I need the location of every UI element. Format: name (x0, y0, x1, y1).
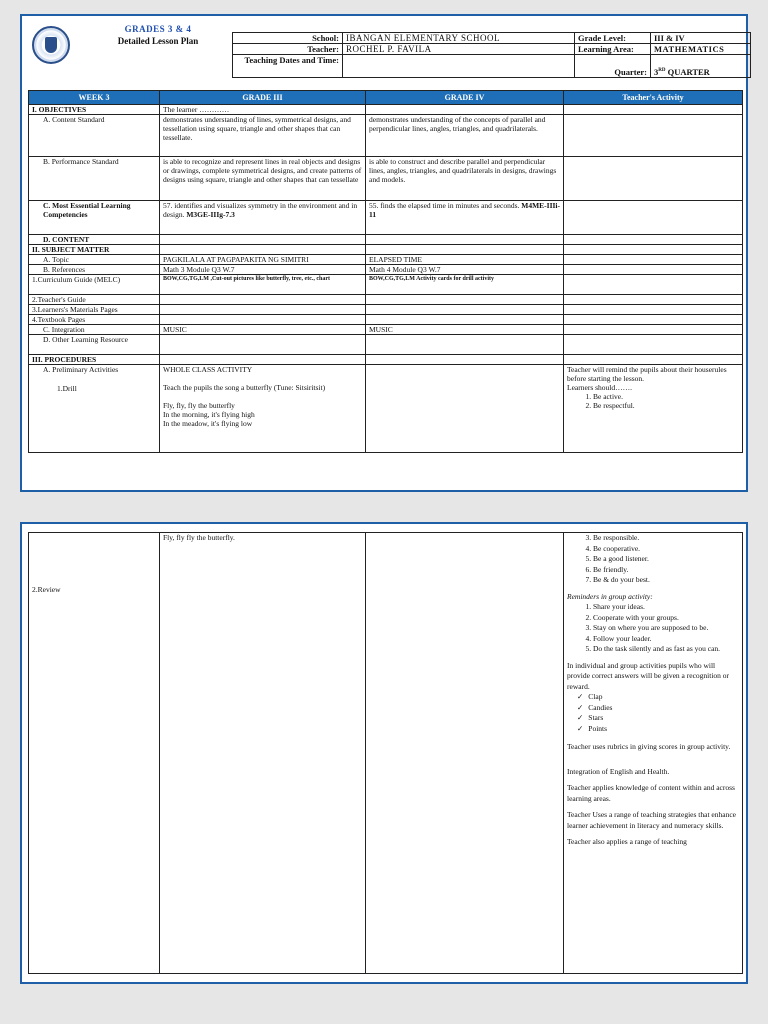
lesson-table-continued (28, 532, 743, 974)
row-performance-standard: B. Performance Standard (29, 157, 160, 201)
review-teacher-activity: 3. Be responsible. 4. Be cooperative. 5. Be a good listener. 6. Be friendly. 7. Be & do your best. Reminders in group activity: 1. Share your ideas. 2. Cooperate with your groups. 3. Stay on where you are supposed to be. 4. Follow your leader. 5. Do the task silently and as fast as you can. In individual and group activities pupils who will provide correct answers will be given a recognition or reward. ✓ Clap ✓ Candies ✓ Stars ✓ Points Teacher uses rubrics in giving scores in group activity. Integration of English and Health. Teacher applies knowledge of content within and across learning areas. Teacher Uses a range of teaching strategies that enhance learner achievement in literacy and numeracy skills. Teacher also applies a range of teaching (564, 533, 743, 974)
review-g3: Fly, fly fly the butterfly. (160, 533, 366, 974)
melc-g3: 57. identifies and visualizes symmetry in the environment and in design. M3GE-IIIg-7.3 (160, 201, 366, 235)
topic-g3: PAGKILALA AT PAGPAPAKITA NG SIMITRI (160, 255, 366, 265)
col-teacher-activity: Teacher's Activity (564, 91, 743, 105)
info-table (232, 32, 751, 78)
quarter-label: Quarter: (575, 55, 651, 78)
row-teachers-guide: 2.Teacher's Guide (29, 295, 160, 305)
row-learners-materials: 3.Learners's Materials Pages (29, 305, 160, 315)
performance-standard-g4: is able to construct and describe parallel and perpendicular lines, angles, triangles, and quadrilaterals in designs, drawings and models. (366, 157, 564, 201)
col-week: WEEK 3 (29, 91, 160, 105)
drill-label: 1.Drill (57, 384, 77, 393)
learning-area-value: MATHEMATICS (651, 44, 751, 55)
lesson-table (28, 90, 743, 453)
melc-g4: 55. finds the elapsed time in minutes and seconds. M4ME-IIIi-11 (366, 201, 564, 235)
performance-standard-g3: is able to recognize and represent lines in real objects and designs or drawings, complete symmetrical designs, and create patterns of designs using square, triangle and other shapes that can tessellate (160, 157, 366, 201)
row-review (29, 533, 160, 974)
row-topic: A. Topic (29, 255, 160, 265)
dates-value (343, 55, 575, 78)
preliminary-g3: WHOLE CLASS ACTIVITY Teach the pupils the song a butterfly (Tune: Sitsiritsit) Fly, fly, fly the butterfly In the morning, it's flying high In the meadow, it's flying low (160, 365, 366, 453)
objectives-g3: The learner ………… (160, 105, 366, 115)
row-melc: C. Most Essential Learning Competencies (29, 201, 160, 235)
grades-title: GRADES 3 & 4 (124, 24, 192, 34)
learning-area-label: Learning Area: (575, 44, 651, 55)
preliminary-g4 (366, 365, 564, 453)
row-content: D. CONTENT (29, 235, 160, 245)
page-2 (20, 522, 748, 984)
page-1 (20, 14, 748, 492)
school-value: IBANGAN ELEMENTARY SCHOOL (343, 33, 575, 44)
preliminary-teacher-activity: Teacher will remind the pupils about their houserules before starting the lesson. Learners should……. 1. Be active. 2. Be respectful. (564, 365, 743, 453)
row-content-standard: A. Content Standard (29, 115, 160, 157)
content-standard-g3: demonstrates understanding of lines, symmetrical designs, and tessellation using square, triangle and other shapes that can tessellate. (160, 115, 366, 157)
content-standard-g4: demonstrates understanding of the concepts of parallel and perpendicular lines, angles, triangles, and quadrilaterals. (366, 115, 564, 157)
integration-g4: MUSIC (366, 325, 564, 335)
references-g4: Math 4 Module Q3 W.7 (366, 265, 564, 275)
grade-level-label: Grade Level: (575, 33, 651, 44)
curriculum-guide-g4: BOW,CG,TG,LM Activity cards for drill activity (366, 275, 564, 295)
teacher-value: ROCHEL P. FAVILA (343, 44, 575, 55)
teacher-label: Teacher: (233, 44, 343, 55)
dates-label: Teaching Dates and Time: (233, 55, 343, 78)
header (28, 22, 742, 86)
deped-seal-icon (32, 26, 70, 64)
row-procedures: III. PROCEDURES (29, 355, 160, 365)
row-preliminary: A. Preliminary Activities 1.Drill (29, 365, 160, 453)
row-integration: C. Integration (29, 325, 160, 335)
row-subject-matter: II. SUBJECT MATTER (29, 245, 160, 255)
row-objectives: I. OBJECTIVES (29, 105, 160, 115)
integration-g3: MUSIC (160, 325, 366, 335)
topic-g4: ELAPSED TIME (366, 255, 564, 265)
review-g4 (366, 533, 564, 974)
row-references: B. References (29, 265, 160, 275)
review-label: 2.Review (32, 585, 61, 594)
col-grade3: GRADE III (160, 91, 366, 105)
row-curriculum-guide: 1.Curriculum Guide (MELC) (29, 275, 160, 295)
col-grade4: GRADE IV (366, 91, 564, 105)
row-other-resources: D. Other Learning Resource (29, 335, 160, 355)
school-label: School: (233, 33, 343, 44)
curriculum-guide-g3: BOW,CG,TG,LM ,Cut-out pictures like butterfly, tree, etc., chart (160, 275, 366, 295)
row-textbook-pages: 4.Textbook Pages (29, 315, 160, 325)
grade-level-value: III & IV (651, 33, 751, 44)
plan-title: Detailed Lesson Plan (117, 36, 199, 46)
quarter-value: 3RD QUARTER (651, 55, 751, 78)
references-g3: Math 3 Module Q3 W.7 (160, 265, 366, 275)
